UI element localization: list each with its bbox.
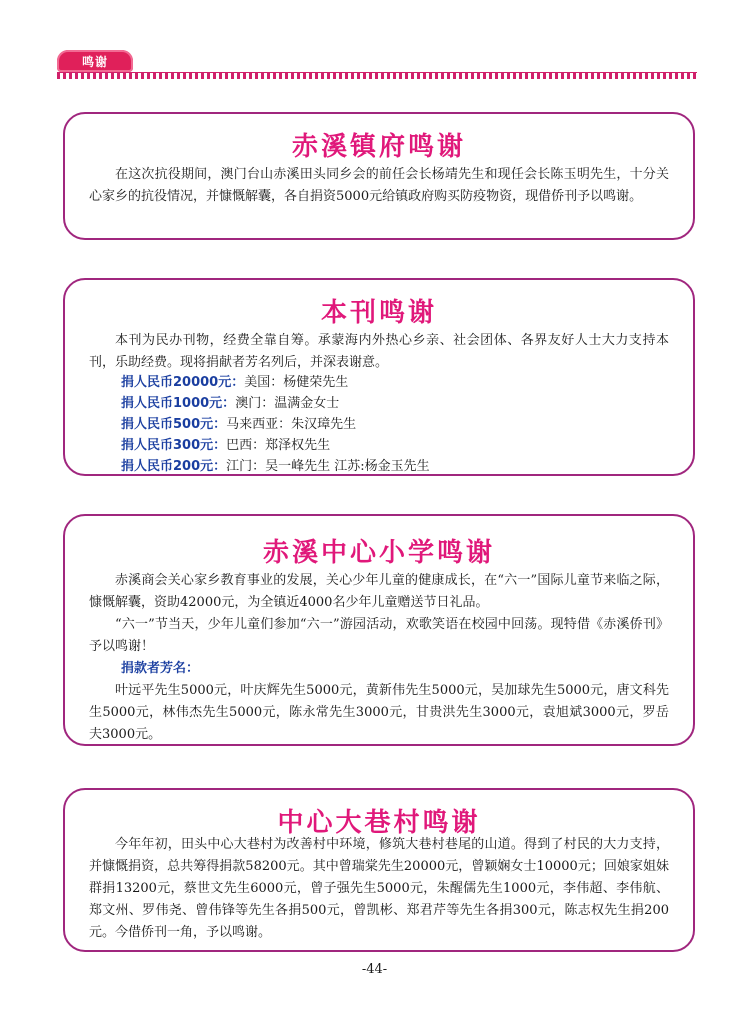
notice-box-journal	[63, 278, 695, 476]
notice-title: 赤溪中心小学鸣谢	[262, 538, 495, 568]
donor-names: 马来西亚：朱汉璋先生	[226, 417, 357, 432]
donor-label: 捐款者芳名：	[121, 661, 200, 676]
donor-row	[121, 393, 339, 414]
donor-list: 叶远平先生5000元，叶庆辉先生5000元，黄新伟先生5000元，吴加球先生5000元，唐文科先生5000元，林伟杰先生5000元，陈永常先生3000元，甘贵洪先生3000元，袁旭斌3000元，罗岳夫3000元。	[89, 683, 669, 742]
donor-names: 巴西：郑泽权先生	[226, 438, 331, 453]
donor-row	[121, 435, 330, 456]
notice-body: 在这次抗役期间，澳门台山赤溪田头同乡会的前任会长杨靖先生和现任会长陈玉明先生，十分关心家乡的抗役情况，并慷慨解囊，各自捐资5000元给镇政府购买防疫物资，现借侨刊予以鸣谢。	[89, 167, 669, 204]
donation-amount: 捐人民币200元：	[121, 459, 227, 474]
donor-row	[121, 414, 356, 435]
notice-box-town-government	[63, 112, 695, 240]
page-number: -44-	[361, 962, 388, 977]
notice-title: 中心大巷村鸣谢	[277, 808, 481, 838]
donor-names: 澳门：温满金女士	[235, 396, 340, 411]
notice-body: 今年年初，田头中心大巷村为改善村中环境，修筑大巷村巷尾的山道。得到了村民的大力支持，并慷慨捐资，总共筹得捐款58200元。其中曾瑞棠先生20000元，曾颖娴女士10000元；回娘家姐妹群捐13200元，蔡世文先生6000元，曾子强先生5000元，朱醒儒先生1000元，李伟超、李伟航、郑文州、罗伟尧、曾伟锋等先生各捐500元，曾凯彬、郑君芹等先生各捐300元，陈志权先生捐200元。今借侨刊一角，予以鸣谢。	[89, 837, 669, 940]
donor-row	[121, 456, 430, 477]
notice-box-village	[63, 788, 695, 952]
notice-body-second: “六一”节当天，少年儿童们参加“六一”游园活动，欢歌笑语在校园中回荡。现特借《赤溪侨刊》予以鸣谢！	[89, 617, 669, 654]
donation-amount: 捐人民币20000元：	[121, 375, 245, 390]
donation-amount: 捐人民币500元：	[121, 417, 227, 432]
notice-body: 本刊为民办刊物，经费全靠自筹。承蒙海内外热心乡亲、社会团体、各界友好人士大力支持本刊，乐助经费。现将捐献者芳名列后，并深表谢意。	[89, 333, 669, 370]
notice-title: 本刊鸣谢	[320, 298, 437, 328]
donor-row	[121, 372, 348, 393]
section-tab: 鸣谢	[57, 50, 133, 72]
donation-amount: 捐人民币300元：	[121, 438, 227, 453]
header-divider	[57, 72, 697, 79]
donor-names: 美国：杨健荣先生	[244, 375, 349, 390]
donor-names: 江门：吴一峰先生 江苏:杨金玉先生	[226, 459, 430, 474]
notice-title: 赤溪镇府鸣谢	[291, 132, 466, 162]
donation-amount: 捐人民币1000元：	[121, 396, 236, 411]
notice-body: 赤溪商会关心家乡教育事业的发展，关心少年儿童的健康成长，在“六一”国际儿童节来临之际，慷慨解囊，资助42000元，为全镇近4000名少年儿童赠送节日礼品。	[89, 573, 669, 610]
notice-box-primary-school	[63, 514, 695, 746]
